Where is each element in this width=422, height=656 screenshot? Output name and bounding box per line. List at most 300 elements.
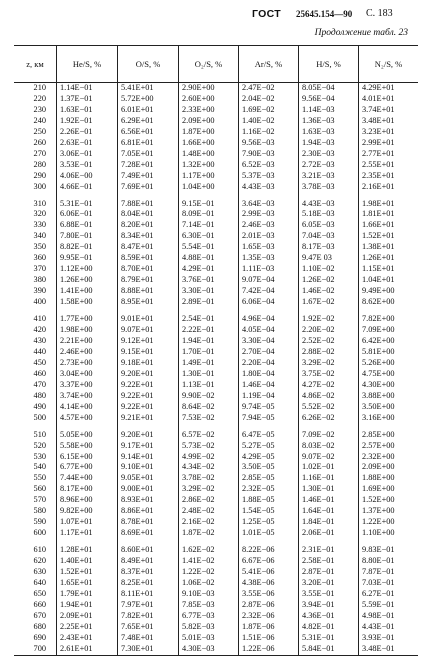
table-row	[14, 600, 418, 611]
page-number: С. 183	[366, 8, 393, 19]
altitude-cell: 500	[33, 412, 46, 422]
value-cell: 5.27E−05	[239, 441, 299, 452]
value-cell: 2.22E−01	[179, 325, 239, 336]
value-cell: 2.54E−01	[179, 314, 239, 325]
value-cell: 8.79E+01	[118, 275, 179, 286]
value-cell: 1.66E+01	[359, 220, 419, 231]
value-cell: 5.52E−02	[299, 402, 359, 413]
table-row	[14, 286, 418, 297]
altitude-cell: 450	[33, 357, 46, 367]
value-cell: 2.47E−02	[239, 83, 299, 94]
value-cell: 4.43E−01	[359, 622, 419, 633]
value-cell: 1.32E+00	[179, 160, 239, 171]
value-cell: 9.20E+01	[118, 430, 179, 441]
value-cell: 1.14E−01	[57, 83, 118, 94]
value-cell: 1.38E+01	[359, 242, 419, 253]
value-cell: 6.77E+00	[57, 462, 118, 473]
table-row	[14, 380, 418, 391]
altitude-cell: 340	[33, 231, 46, 241]
value-cell: 1.26E+00	[57, 275, 118, 286]
value-cell: 4.29E−05	[239, 452, 299, 463]
value-cell: 2.55E+01	[359, 160, 419, 171]
value-cell: 9.17E+01	[118, 441, 179, 452]
value-cell: 3.16E+00	[359, 413, 419, 424]
value-cell: 5.26E+00	[359, 358, 419, 369]
value-cell: 1.28E+01	[57, 545, 118, 556]
value-cell: 1.37E−01	[57, 94, 118, 105]
altitude-cell: 380	[33, 275, 46, 285]
table-row	[14, 462, 418, 473]
table-row	[14, 441, 418, 452]
value-cell: 2.04E−02	[239, 94, 299, 105]
table-row	[14, 253, 418, 264]
value-cell: 1.88E−05	[239, 495, 299, 506]
value-cell: 3.94E−01	[299, 600, 359, 611]
value-cell: 5.05E+00	[57, 430, 118, 441]
table-row	[14, 220, 418, 231]
altitude-cell: 350	[33, 242, 46, 252]
value-cell: 4.27E−02	[299, 380, 359, 391]
altitude-cell: 320	[33, 209, 46, 219]
value-cell: 1.94E−01	[179, 336, 239, 347]
value-cell: 4.82E−01	[299, 622, 359, 633]
altitude-cell: 240	[33, 115, 46, 125]
value-cell: 2.88E−02	[299, 347, 359, 358]
column-header: O/S, %	[118, 46, 179, 83]
value-cell: 1.70E−01	[179, 347, 239, 358]
value-cell: 2.72E−03	[299, 160, 359, 171]
value-cell: 1.30E−01	[299, 484, 359, 495]
altitude-cell: 360	[33, 253, 46, 263]
value-cell: 2.48E−02	[179, 506, 239, 517]
table-row	[14, 336, 418, 347]
table-row	[14, 391, 418, 402]
altitude-cell: 460	[33, 368, 46, 378]
value-cell: 8.03E−02	[299, 441, 359, 452]
altitude-cell: 410	[33, 314, 46, 324]
value-cell: 2.63E−01	[57, 138, 118, 149]
table-body	[14, 83, 418, 656]
value-cell: 9.49E+00	[359, 286, 419, 297]
table-row	[14, 105, 418, 116]
page-header	[0, 8, 422, 24]
value-cell: 4.99E−02	[179, 452, 239, 463]
table-row	[14, 127, 418, 138]
altitude-cell: 300	[33, 181, 46, 191]
table-row	[14, 83, 418, 94]
table-row	[14, 473, 418, 484]
value-cell: 4.06E−00	[57, 171, 118, 182]
altitude-cell: 600	[33, 528, 46, 538]
table-row	[14, 297, 418, 308]
value-cell: 3.23E+01	[359, 127, 419, 138]
value-cell: 1.64E−01	[299, 506, 359, 517]
value-cell: 1.87E−02	[179, 528, 239, 539]
value-cell: 3.48E−01	[359, 644, 419, 655]
value-cell: 7.30E+01	[118, 644, 179, 655]
altitude-cell: 310	[33, 198, 46, 208]
value-cell: 1.06E−02	[179, 578, 239, 589]
table-row	[14, 182, 418, 193]
value-cell: 9.74E−05	[239, 402, 299, 413]
table-row	[14, 633, 418, 644]
value-cell: 7.80E−01	[57, 231, 118, 242]
value-cell: 7.05E+01	[118, 149, 179, 160]
value-cell: 4.30E−03	[179, 644, 239, 655]
value-cell: 6.81E+01	[118, 138, 179, 149]
altitude-cell: 520	[33, 440, 46, 450]
value-cell: 2.31E−01	[299, 545, 359, 556]
value-cell: 5.31E−01	[57, 199, 118, 210]
value-cell: 1.67E−02	[299, 297, 359, 308]
value-cell: 3.93E−01	[359, 633, 419, 644]
value-cell: 5.31E−01	[299, 633, 359, 644]
value-cell: 1.19E−04	[239, 391, 299, 402]
value-cell: 3.50E+00	[359, 402, 419, 413]
value-cell: 7.42E−04	[239, 286, 299, 297]
altitude-cell: 280	[33, 159, 46, 169]
altitude-cell: 430	[33, 335, 46, 345]
value-cell: 1.98E+01	[359, 199, 419, 210]
value-cell: 3.78E−02	[179, 473, 239, 484]
value-cell: 1.02E−01	[299, 462, 359, 473]
value-cell: 8.69E+01	[118, 528, 179, 539]
value-cell: 2.26E−01	[57, 127, 118, 138]
value-cell: 1.12E+00	[57, 264, 118, 275]
altitude-cell: 230	[33, 104, 46, 114]
table-header-row	[14, 46, 418, 83]
value-cell: 1.69E−02	[239, 105, 299, 116]
table-row	[14, 231, 418, 242]
value-cell: 9.21E+01	[118, 413, 179, 424]
value-cell: 8.96E+00	[57, 495, 118, 506]
value-cell: 1.22E+00	[359, 517, 419, 528]
value-cell: 4.57E+00	[57, 413, 118, 424]
value-cell: 7.28E+01	[118, 160, 179, 171]
value-cell: 6.77E−03	[179, 611, 239, 622]
value-cell: 5.54E−01	[179, 242, 239, 253]
value-cell: 1.11E−03	[239, 264, 299, 275]
value-cell: 3.37E+00	[57, 380, 118, 391]
value-cell: 1.87E−06	[239, 622, 299, 633]
value-cell: 2.46E+00	[57, 347, 118, 358]
value-cell: 2.85E+00	[359, 430, 419, 441]
value-cell: 2.58E−01	[299, 556, 359, 567]
value-cell: 1.69E+00	[359, 484, 419, 495]
value-cell: 1.92E−01	[57, 116, 118, 127]
altitude-cell: 490	[33, 401, 46, 411]
column-header: H/S, %	[299, 46, 359, 83]
value-cell: 9.82E+00	[57, 506, 118, 517]
value-cell: 7.87E−01	[359, 567, 419, 578]
value-cell: 8.34E+01	[118, 231, 179, 242]
altitude-cell: 420	[33, 325, 46, 335]
standard-label: ГОСТ	[252, 8, 281, 20]
value-cell: 1.63E−03	[299, 127, 359, 138]
value-cell: 7.69E+01	[118, 182, 179, 193]
column-header: O₂/S, %	[179, 46, 239, 83]
value-cell: 1.15E+01	[359, 264, 419, 275]
altitude-cell: 270	[33, 148, 46, 158]
value-cell: 1.52E+01	[359, 231, 419, 242]
value-cell: 9.00E+01	[118, 484, 179, 495]
table-row	[14, 517, 418, 528]
value-cell: 1.10E+00	[359, 528, 419, 539]
value-cell: 1.14E−03	[299, 105, 359, 116]
value-cell: 3.50E−05	[239, 462, 299, 473]
table-row	[14, 589, 418, 600]
value-cell: 8.93E+01	[118, 495, 179, 506]
table-row	[14, 495, 418, 506]
value-cell: 2.32E+00	[359, 452, 419, 463]
altitude-cell: 530	[33, 451, 46, 461]
value-cell: 1.25E−05	[239, 517, 299, 528]
table-row	[14, 528, 418, 539]
table-continuation-caption: Продолжение табл. 23	[314, 28, 408, 38]
value-cell: 8.64E−02	[179, 402, 239, 413]
value-cell: 9.95E−01	[57, 253, 118, 264]
value-cell: 6.15E+00	[57, 452, 118, 463]
value-cell: 7.49E+01	[118, 171, 179, 182]
value-cell: 8.62E+00	[359, 297, 419, 308]
value-cell: 8.17E−03	[299, 242, 359, 253]
value-cell: 2.09E+01	[57, 611, 118, 622]
value-cell: 6.52E−03	[239, 160, 299, 171]
altitude-cell: 470	[33, 379, 46, 389]
value-cell: 5.59E−01	[359, 600, 419, 611]
value-cell: 1.36E−03	[299, 116, 359, 127]
value-cell: 3.20E−01	[299, 578, 359, 589]
altitude-cell: 390	[33, 286, 46, 296]
value-cell: 7.03E−01	[359, 578, 419, 589]
value-cell: 7.85E−03	[179, 600, 239, 611]
value-cell: 9.22E+01	[118, 402, 179, 413]
value-cell: 5.84E−01	[299, 644, 359, 655]
value-cell: 1.46E−02	[299, 286, 359, 297]
value-cell: 3.75E−02	[299, 369, 359, 380]
value-cell: 1.10E−02	[299, 264, 359, 275]
value-cell: 2.30E−03	[299, 149, 359, 160]
value-cell: 4.34E−02	[179, 462, 239, 473]
value-cell: 9.22E+01	[118, 391, 179, 402]
value-cell: 1.07E+01	[57, 517, 118, 528]
value-cell: 6.06E−04	[239, 297, 299, 308]
table-row	[14, 369, 418, 380]
value-cell: 4.30E+00	[359, 380, 419, 391]
value-cell: 4.38E−06	[239, 578, 299, 589]
value-cell: 6.05E−03	[299, 220, 359, 231]
value-cell: 8.37E+01	[118, 567, 179, 578]
value-cell: 2.57E+00	[359, 441, 419, 452]
value-cell: 5.73E−02	[179, 441, 239, 452]
value-cell: 8.78E+01	[118, 517, 179, 528]
value-cell: 3.21E−03	[299, 171, 359, 182]
value-cell: 1.41E−02	[179, 556, 239, 567]
table-row	[14, 264, 418, 275]
value-cell: 8.09E−01	[179, 209, 239, 220]
value-cell: 5.18E−03	[299, 209, 359, 220]
value-cell: 9.22E+01	[118, 380, 179, 391]
value-cell: 7.04E−03	[299, 231, 359, 242]
altitude-cell: 540	[33, 462, 46, 472]
value-cell: 2.33E+00	[179, 105, 239, 116]
atmosphere-composition-table	[14, 45, 418, 656]
value-cell: 1.54E−05	[239, 506, 299, 517]
table-row	[14, 545, 418, 556]
value-cell: 4.36E−01	[299, 611, 359, 622]
value-cell: 6.56E+01	[118, 127, 179, 138]
value-cell: 4.88E−01	[179, 253, 239, 264]
altitude-cell: 670	[33, 610, 46, 620]
altitude-cell: 210	[33, 83, 46, 92]
value-cell: 8.49E+01	[118, 556, 179, 567]
table-row	[14, 149, 418, 160]
value-cell: 2.86E−02	[179, 495, 239, 506]
table-row	[14, 160, 418, 171]
table-row	[14, 578, 418, 589]
value-cell: 7.53E−02	[179, 413, 239, 424]
table-row	[14, 171, 418, 182]
value-cell: 3.74E+01	[359, 105, 419, 116]
value-cell: 2.60E+00	[179, 94, 239, 105]
table-row	[14, 556, 418, 567]
value-cell: 2.21E+00	[57, 336, 118, 347]
value-cell: 2.46E−03	[239, 220, 299, 231]
value-cell: 3.48E+01	[359, 116, 419, 127]
value-cell: 2.09E+00	[179, 116, 239, 127]
altitude-cell: 610	[33, 545, 46, 555]
value-cell: 1.17E+01	[57, 528, 118, 539]
value-cell: 2.90E+00	[179, 83, 239, 94]
value-cell: 4.43E−03	[239, 182, 299, 193]
value-cell: 2.35E+01	[359, 171, 419, 182]
value-cell: 4.98E−01	[359, 611, 419, 622]
value-cell: 6.29E+01	[118, 116, 179, 127]
value-cell: 2.87E−06	[239, 600, 299, 611]
value-cell: 2.85E−05	[239, 473, 299, 484]
altitude-cell: 250	[33, 126, 46, 136]
value-cell: 8.04E+01	[118, 209, 179, 220]
value-cell: 1.94E−03	[299, 138, 359, 149]
value-cell: 1.01E−05	[239, 528, 299, 539]
value-cell: 8.88E+01	[118, 286, 179, 297]
value-cell: 1.65E+01	[57, 578, 118, 589]
altitude-cell: 400	[33, 297, 46, 307]
value-cell: 8.05E−04	[299, 83, 359, 94]
value-cell: 1.49E−01	[179, 358, 239, 369]
value-cell: 1.62E−02	[179, 545, 239, 556]
value-cell: 3.30E−01	[179, 286, 239, 297]
value-cell: 2.25E+01	[57, 622, 118, 633]
value-cell: 8.22E−06	[239, 545, 299, 556]
value-cell: 8.59E+01	[118, 253, 179, 264]
value-cell: 2.32E−06	[239, 611, 299, 622]
value-cell: 8.47E+01	[118, 242, 179, 253]
value-cell: 1.94E+01	[57, 600, 118, 611]
altitude-cell: 330	[33, 220, 46, 230]
value-cell: 5.01E−03	[179, 633, 239, 644]
value-cell: 8.80E−01	[359, 556, 419, 567]
value-cell: 8.82E−01	[57, 242, 118, 253]
value-cell: 3.78E−03	[299, 182, 359, 193]
value-cell: 4.14E+00	[57, 402, 118, 413]
value-cell: 9.56E−03	[239, 138, 299, 149]
value-cell: 3.64E−03	[239, 199, 299, 210]
value-cell: 1.92E−02	[299, 314, 359, 325]
value-cell: 7.48E+01	[118, 633, 179, 644]
table-row	[14, 506, 418, 517]
value-cell: 4.43E−03	[299, 199, 359, 210]
altitude-cell: 700	[14, 644, 57, 655]
value-cell: 6.67E−06	[239, 556, 299, 567]
value-cell: 2.20E−04	[239, 358, 299, 369]
column-header: N₂/S, %	[359, 46, 419, 83]
value-cell: 2.16E−02	[179, 517, 239, 528]
value-cell: 1.46E−04	[239, 380, 299, 391]
column-header: z, км	[14, 46, 57, 83]
value-cell: 1.52E+01	[57, 567, 118, 578]
value-cell: 3.88E+00	[359, 391, 419, 402]
value-cell: 1.04E+00	[179, 182, 239, 193]
value-cell: 9.12E+01	[118, 336, 179, 347]
value-cell: 8.86E+01	[118, 506, 179, 517]
table-row	[14, 325, 418, 336]
altitude-cell: 580	[33, 506, 46, 516]
value-cell: 3.53E−01	[57, 160, 118, 171]
value-cell: 7.82E+00	[359, 314, 419, 325]
altitude-cell: 560	[33, 484, 46, 494]
value-cell: 3.06E−01	[57, 149, 118, 160]
value-cell: 1.30E−01	[179, 369, 239, 380]
altitude-cell: 510	[33, 429, 46, 439]
value-cell: 6.27E−01	[359, 589, 419, 600]
value-cell: 7.14E−01	[179, 220, 239, 231]
altitude-cell: 440	[33, 346, 46, 356]
value-cell: 1.46E−01	[299, 495, 359, 506]
value-cell: 1.26E+01	[359, 253, 419, 264]
value-cell: 9.20E+01	[118, 369, 179, 380]
value-cell: 9.07E−02	[299, 452, 359, 463]
value-cell: 7.90E−03	[239, 149, 299, 160]
value-cell: 6.26E−02	[299, 413, 359, 424]
value-cell: 1.40E+01	[57, 556, 118, 567]
value-cell: 1.16E−01	[299, 473, 359, 484]
value-cell: 5.41E−06	[239, 567, 299, 578]
altitude-cell: 690	[33, 632, 46, 642]
value-cell: 2.09E+00	[359, 462, 419, 473]
value-cell: 2.32E−05	[239, 484, 299, 495]
altitude-cell: 640	[33, 577, 46, 587]
value-cell: 8.60E+01	[118, 545, 179, 556]
altitude-cell: 620	[33, 556, 46, 566]
value-cell: 2.16E+01	[359, 182, 419, 193]
value-cell: 8.17E+00	[57, 484, 118, 495]
value-cell: 9.01E+01	[118, 314, 179, 325]
value-cell: 1.77E+00	[57, 314, 118, 325]
value-cell: 3.55E−06	[239, 589, 299, 600]
value-cell: 4.29E−01	[179, 264, 239, 275]
value-cell: 7.97E+01	[118, 600, 179, 611]
value-cell: 3.29E−02	[299, 358, 359, 369]
table-row	[14, 199, 418, 210]
value-cell: 5.81E+00	[359, 347, 419, 358]
value-cell: 1.84E−01	[299, 517, 359, 528]
table-row	[14, 484, 418, 495]
value-cell: 2.73E+00	[57, 358, 118, 369]
value-cell: 5.82E−03	[179, 622, 239, 633]
value-cell: 2.89E−01	[179, 297, 239, 308]
value-cell: 2.06E−01	[299, 528, 359, 539]
